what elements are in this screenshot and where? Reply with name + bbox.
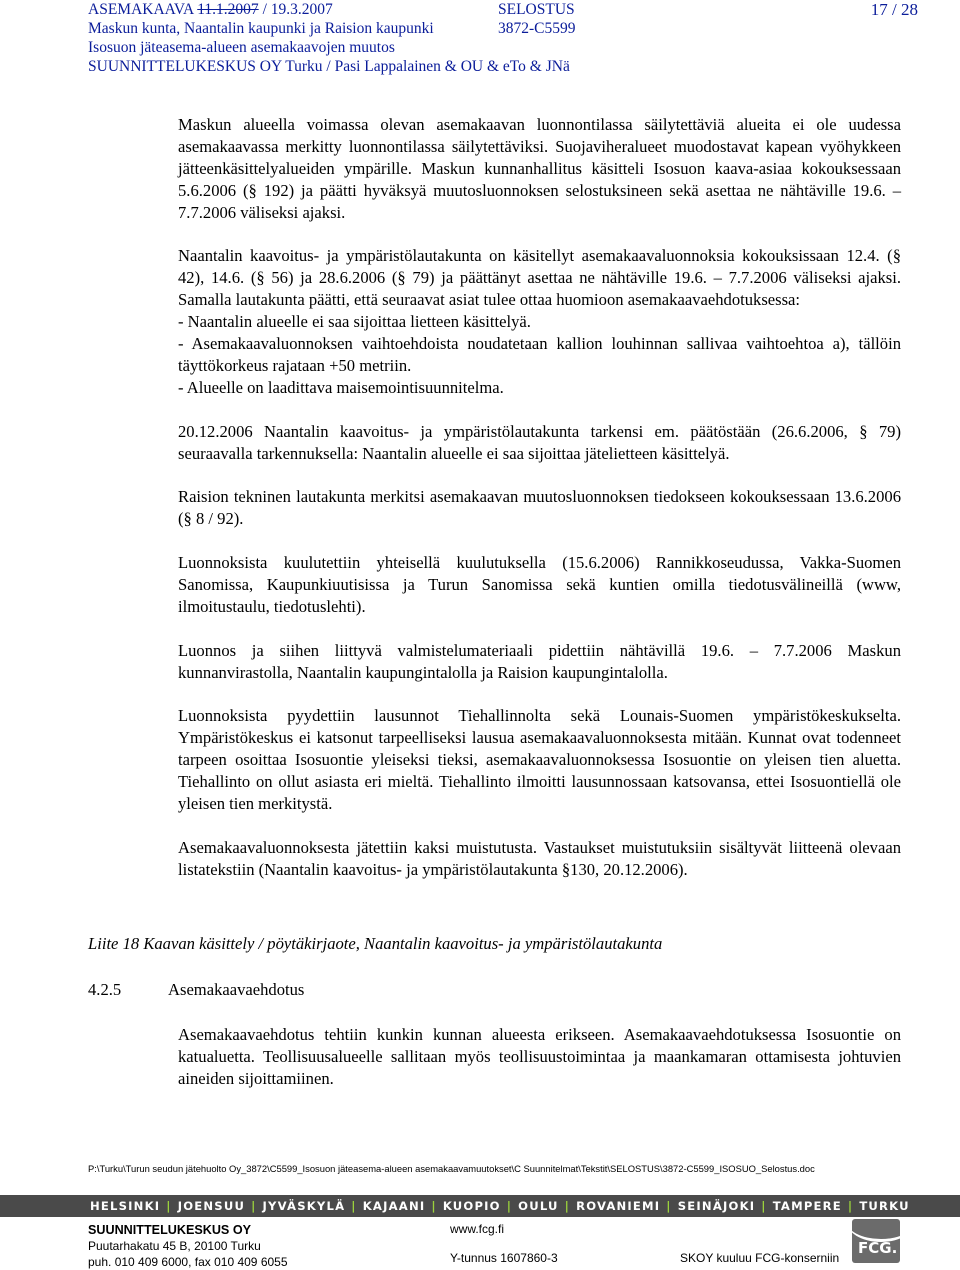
- footer-address: [88, 1222, 288, 1270]
- header-line-4: [88, 57, 918, 76]
- paragraph-raisio: Raision tekninen lautakunta merkitsi asemakaavan muutosluonnoksen tiedokseen kokouksessaan 13.6.2006 (§ 8 / 92).: [178, 487, 901, 529]
- project-code: 3872-C5599: [498, 20, 576, 37]
- city-name: HELSINKI: [90, 1199, 161, 1213]
- city-name: TURKU: [859, 1199, 910, 1213]
- project-title: Isosuon jäteasema-alueen asemakaavojen muutos: [88, 39, 395, 56]
- paragraph-reminders: Asemakaavaluonnoksesta jätettiin kaksi muistutusta. Vastaukset muistutuksiin sisältyvät liitteenä olevaan listatekstiin (Naantalin kaavoitus- ja ympäristölautakunta §130, 20.12.2006).: [178, 837, 901, 879]
- paragraph-announcement: Luonnoksista kuulutettiin yhteisellä kuulutuksella (15.6.2006) Rannikkoseudussa, Vakka-Suomen Sanomissa, Kaupunkiuutisissa ja Turun Sanomissa sekä kuntien omilla tiedotusvälineillä (www, ilmoitustaulu, tiedotuslehti).: [178, 553, 901, 616]
- attachment-note: Liite 18 Kaavan käsittely / pöytäkirjaote, Naantalin kaavoitus- ja ympäristölautakunta: [88, 934, 663, 953]
- paragraph-naantali: Naantalin kaavoitus- ja ympäristölautakunta on käsitellyt asemakaavaluonnoksia kokouksissaan 12.4. (§ 42), 14.6. (§ 56) ja 28.6.2006 (§ 79) ja päättänyt asettaa ne nähtäville 19.6. – 7.7.2006 väliseksi ajaksi. Samalla lautakunta päätti, että seuraavat asiat tulee ottaa huomioon asemakaavaehdotuksessa:: [178, 246, 901, 310]
- city-list: [0, 1199, 910, 1213]
- city-separator: |: [761, 1199, 767, 1213]
- city-separator: |: [847, 1199, 854, 1213]
- city-name: KUOPIO: [442, 1199, 501, 1213]
- city-name: ROVANIEMI: [576, 1199, 661, 1213]
- paragraph-refinement: 20.12.2006 Naantalin kaavoitus- ja ympäristölautakunta tarkensi em. päätöstään (26.6.2006, § 79) seuraavalla tarkennuksella: Naantalin alueelle ei saa sijoittaa jätelietteen käsittelyä.: [178, 421, 901, 463]
- city-name: TAMPERE: [772, 1199, 842, 1213]
- page-header: [88, 0, 918, 76]
- document-type: ASEMAKAAVA: [88, 1, 198, 18]
- footer-business-id: Y-tunnus 1607860-3: [450, 1251, 558, 1265]
- city-separator: |: [251, 1199, 257, 1213]
- city-name: KAJAANI: [362, 1199, 426, 1213]
- city-name: SEINÄJOKI: [677, 1199, 756, 1213]
- city-separator: |: [431, 1199, 437, 1213]
- city-name: OULU: [518, 1199, 559, 1213]
- logo-text: FCG.: [858, 1239, 898, 1257]
- city-separator: |: [666, 1199, 672, 1213]
- footer-phone: puh. 010 409 6000, fax 010 409 6055: [88, 1255, 288, 1269]
- fcg-logo: [852, 1219, 900, 1263]
- report-type: SELOSTUS: [498, 1, 575, 18]
- footer-street: Puutarhakatu 45 B, 20100 Turku: [88, 1239, 261, 1253]
- paragraph-proposal: Asemakaavaehdotus tehtiin kunkin kunnan alueesta erikseen. Asemakaavaehdotuksessa Isosuontie on katualuetta. Teollisuusalueelle sallitaan myös teollisuustoimintaa ja maankamaran ottamisesta johtuvien aineiden sijoittamiinen.: [178, 1025, 901, 1088]
- paragraph-display: Luonnos ja siihen liittyvä valmistelumateriaali pidettiin nähtävillä 19.6. – 7.7.2006 Maskun kunnanvirastolla, Naantalin kaupungintalolla ja Raision kaupungintalolla.: [178, 640, 901, 682]
- paragraph-statements: Luonnoksista pyydettiin lausunnot Tiehallinnolta sekä Lounais-Suomen ympäristökeskukselta. Ympäristökeskus ei katsonut tarpeelliseksi lausua asemakaavaluonnoksesta mitään. Kunnat ovat todenneet tarpeen osoittaa Isosuontie yleiseksi tieksi, asemakaavaluonnoksessa Isosuontie on yleisen tien aluetta. Tiehallinto on ollut asiasta eri mieltä. Tiehallinto ilmoitti lausunnossaan katsovansa, ettei Isosuontiellä ole yleisen tien merkitystä.: [178, 706, 901, 813]
- header-line-1: [88, 0, 918, 19]
- city-separator: |: [564, 1199, 571, 1213]
- city-name: JOENSUU: [177, 1199, 246, 1213]
- page-number: 17 / 28: [870, 0, 918, 19]
- consultant-credit: SUUNNITTELUKESKUS OY Turku / Pasi Lappalainen & OU & eTo & JNä: [88, 58, 570, 75]
- list-item: - Alueelle on laadittava maisemointisuunnitelma.: [178, 377, 504, 397]
- city-separator: |: [351, 1199, 357, 1213]
- city-name: JYVÄSKYLÄ: [262, 1199, 346, 1213]
- city-separator: |: [506, 1199, 513, 1213]
- footer-website[interactable]: www.fcg.fi: [450, 1222, 505, 1236]
- section-title: Asemakaavaehdotus: [168, 980, 305, 999]
- client-parties: Maskun kunta, Naantalin kaupunki ja Raision kaupunki: [88, 20, 434, 37]
- file-path: P:\Turku\Turun seudun jätehuolto Oy_3872\C5599_Isosuon jäteasema-alueen asemakaavamuutokset\C Suunnitelmat\Tekstit\SELOSTUS\3872-C5599_ISOSUO_Selostus.doc: [88, 1163, 815, 1174]
- city-bar: [0, 1195, 960, 1217]
- footer-company: SUUNNITTELUKESKUS OY: [88, 1223, 252, 1237]
- section-text: [178, 1024, 901, 1090]
- main-text: [178, 114, 901, 903]
- section-heading: [88, 980, 304, 1000]
- revision-date: / 19.3.2007: [258, 1, 333, 18]
- list-item: - Asemakaavaluonnoksen vaihtoehdoista noudatetaan kallion louhinnan sallivaa vaihtoehtoa a), tällöin täyttökorkeus rajataan +50 metriin.: [178, 334, 901, 375]
- header-line-2: [88, 19, 918, 38]
- footer-ownership: SKOY kuuluu FCG-konserniin: [680, 1251, 840, 1265]
- city-separator: |: [166, 1199, 172, 1213]
- list-item: - Naantalin alueelle ei saa sijoittaa lietteen käsittelyä.: [178, 312, 531, 332]
- section-number: 4.2.5: [88, 980, 122, 999]
- paragraph-masku: Maskun alueella voimassa olevan asemakaavan luonnontilassa säilytettäviä alueita ei ole uudessa asemakaavassa merkitty luonnontilassa säilytettäviksi. Suojaviheralueet muodostavat kapean vyöhykkeen jätteenkäsittelyalueiden ympärille. Maskun kunnanhallitus käsitteli Isosuon kaava-asiaa kokouksessaan 5.6.2006 (§ 192) ja päätti hyväksyä muutosluonnoksen selostuksineen sekä asettaa ne nähtäville 19.6. – 7.7.2006 väliseksi ajaksi.: [178, 115, 901, 222]
- struck-date: 11.1.2007: [197, 1, 259, 18]
- header-line-3: [88, 38, 918, 57]
